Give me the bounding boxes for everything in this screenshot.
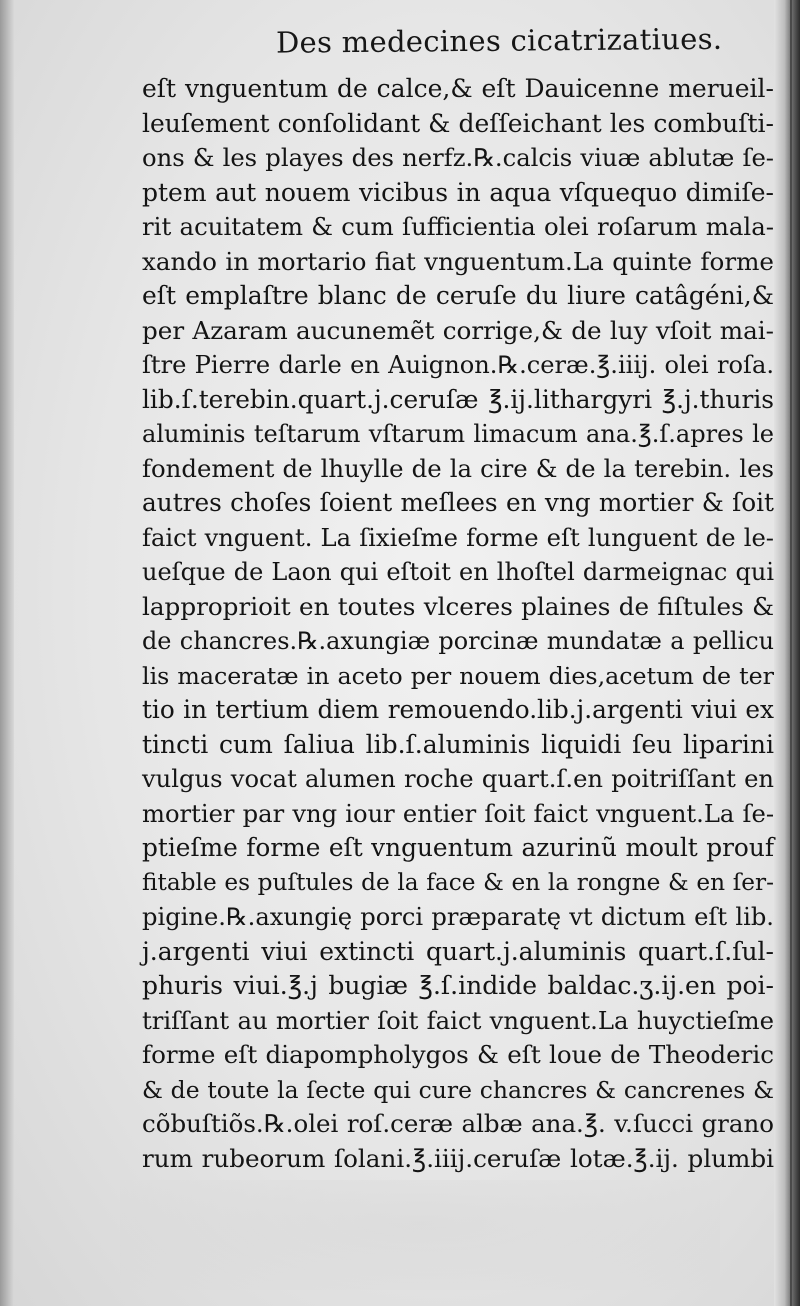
text-line: ſtre Pierre darle en Auignon.℞.ceræ.℥.iiij. olei roſa. — [142, 351, 774, 379]
text-line: faict vnguent. La ſixieſme forme eſt lunguent de le- — [142, 522, 774, 552]
text-line: fondement de lhuylle de la cire & de la terebin. les — [142, 453, 774, 483]
text-line: tio in tertium diem remouendo.lib.j.argenti viui ex — [142, 695, 774, 724]
running-head: Des medecines cicatrizatiues. — [275, 21, 723, 60]
text-line: triſſant au mortier ſoit faict vnguent.La huyctieſme — [142, 1005, 774, 1035]
text-line: ptem aut nouem vicibus in aqua vſquequo dimiſe- — [142, 177, 774, 207]
text-line: vulgus vocat alumen roche quart.ſ.en poitriſſant en — [142, 765, 774, 793]
text-line: eſt vnguentum de calce,& eſt Dauicenne merueil- — [142, 74, 774, 103]
text-line: cõbuſtiõs.℞.olei roſ.ceræ albæ ana.℥. v.ſucci grano — [142, 1109, 774, 1138]
text-line: per Azaram aucunemẽt corrige,& de luy vſoit mai- — [142, 315, 774, 345]
text-line: fitable es puſtules de la face & en la rongne & en ſer- — [142, 868, 774, 896]
text-line: aluminis teſtarum vſtarum limacum ana.℥.ſ.apres le — [142, 420, 774, 448]
text-line: ueſque de Laon qui eſtoit en lhoſtel darmeignac qui — [142, 558, 774, 586]
paper-stain — [120, 1180, 720, 1290]
body-text — [142, 72, 774, 1176]
text-line: rum rubeorum ſolani.℥.iiij.ceruſæ lotæ.℥.ij. plumbi — [142, 1143, 774, 1173]
text-line: rit acuitatem & cum ſufficientia olei roſarum mala- — [142, 212, 774, 241]
text-line: lis maceratæ in aceto per nouem dies,acetum de ter — [142, 661, 774, 690]
text-line: lib.ſ.terebin.quart.j.ceruſæ ℥.ij.lithargyri ℥.j.thuris — [142, 384, 774, 414]
page-left-edge — [0, 0, 14, 1306]
text-line: phuris viui.℥.j bugiæ ℥.ſ.indide baldac.ʒ.ij.en poi- — [142, 971, 774, 1000]
text-line: eſt emplaſtre blanc de ceruſe du liure catâgéni,& — [142, 281, 774, 310]
text-line: xando in mortario fiat vnguentum.La quinte forme — [142, 246, 774, 276]
text-line: j.argenti viui extincti quart.j.aluminis quart.ſ.ſul- — [142, 936, 774, 966]
text-line: pigine.℞.axungię porci præparatę vt dictum eſt lib. — [142, 903, 774, 931]
text-line: tincti cum ſaliua lib.ſ.aluminis liquidi ſeu liparini — [142, 729, 774, 759]
text-line: & de toute la ſecte qui cure chancres & cancrenes & — [142, 1075, 774, 1104]
text-line: autres choſes ſoient meſlees en vng mortier & ſoit — [142, 488, 774, 517]
text-line: mortier par vng iour entier ſoit faict vnguent.La ſe- — [142, 799, 774, 828]
text-line: de chancres.℞.axungiæ porcinæ mundatæ a pellicu — [142, 627, 774, 655]
text-line: lapproprioit en toutes vlceres plaines de fiſtules & — [142, 591, 774, 621]
text-line: leuſement conſolidant & deſſeichant les combuſti- — [142, 108, 774, 138]
text-line: ptieſme forme eſt vnguentum azurinũ moult prouf — [142, 833, 774, 862]
page-fold-line — [790, 0, 792, 1306]
text-line: forme eſt diapompholygos & eſt loue de Theoderic — [142, 1040, 774, 1069]
page-right-edge-shadow — [774, 0, 800, 1306]
text-line: ons & les playes des nerfz.℞.calcis viuæ ablutæ ſe- — [142, 143, 774, 172]
